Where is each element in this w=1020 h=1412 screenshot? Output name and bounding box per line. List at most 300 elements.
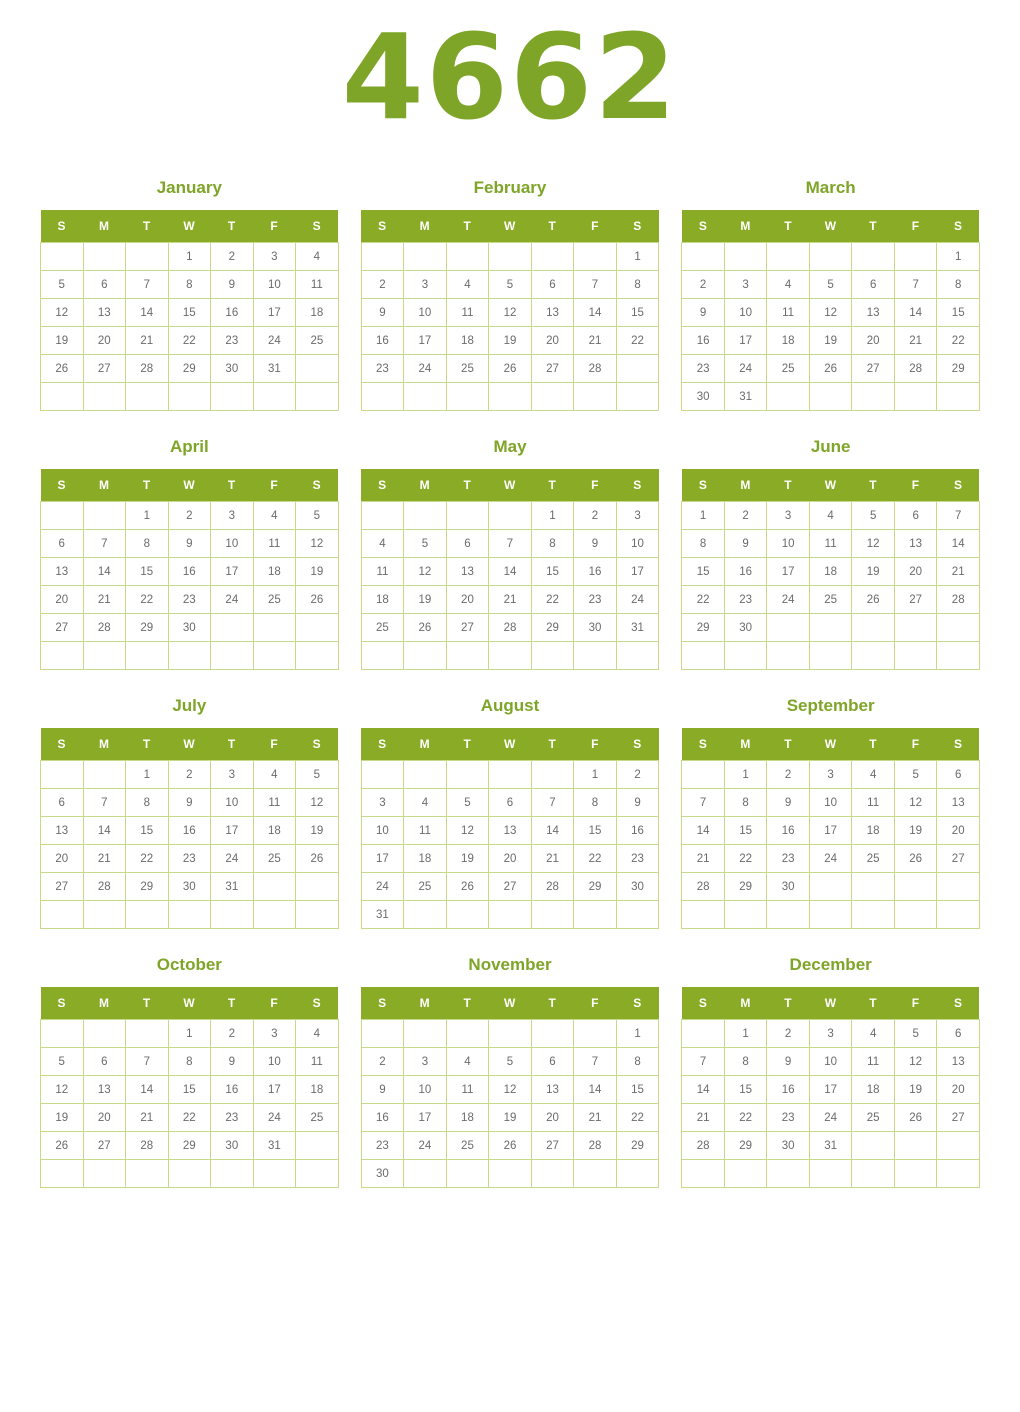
day-cell[interactable]: 16: [767, 1076, 810, 1104]
day-cell[interactable]: 28: [682, 1132, 725, 1160]
day-cell[interactable]: 12: [41, 299, 84, 327]
day-cell[interactable]: 23: [616, 845, 659, 873]
day-cell[interactable]: 7: [682, 789, 725, 817]
day-cell[interactable]: 1: [682, 502, 725, 530]
day-cell[interactable]: 2: [361, 271, 404, 299]
day-cell[interactable]: 11: [253, 789, 296, 817]
day-cell[interactable]: 6: [937, 1020, 980, 1048]
day-cell[interactable]: 4: [852, 1020, 895, 1048]
day-cell[interactable]: 15: [724, 817, 767, 845]
day-cell[interactable]: 14: [894, 299, 937, 327]
day-cell[interactable]: 20: [894, 558, 937, 586]
day-cell[interactable]: 28: [937, 586, 980, 614]
day-cell[interactable]: 12: [894, 1048, 937, 1076]
day-cell[interactable]: 23: [767, 1104, 810, 1132]
day-cell[interactable]: 28: [894, 355, 937, 383]
day-cell[interactable]: 25: [404, 873, 447, 901]
day-cell[interactable]: 13: [894, 530, 937, 558]
day-cell[interactable]: 16: [211, 1076, 254, 1104]
day-cell[interactable]: 23: [724, 586, 767, 614]
day-cell[interactable]: 24: [404, 1132, 447, 1160]
day-cell[interactable]: 10: [361, 817, 404, 845]
day-cell[interactable]: 3: [211, 761, 254, 789]
day-cell[interactable]: 6: [894, 502, 937, 530]
day-cell[interactable]: 17: [809, 817, 852, 845]
day-cell[interactable]: 22: [937, 327, 980, 355]
day-cell[interactable]: 19: [41, 327, 84, 355]
day-cell[interactable]: 31: [361, 901, 404, 929]
day-cell[interactable]: 6: [489, 789, 532, 817]
day-cell[interactable]: 1: [126, 502, 169, 530]
day-cell[interactable]: 2: [168, 761, 211, 789]
day-cell[interactable]: 12: [852, 530, 895, 558]
day-cell[interactable]: 13: [41, 558, 84, 586]
day-cell[interactable]: 22: [126, 845, 169, 873]
day-cell[interactable]: 20: [83, 1104, 126, 1132]
day-cell[interactable]: 4: [852, 761, 895, 789]
day-cell[interactable]: 18: [852, 817, 895, 845]
day-cell[interactable]: 3: [767, 502, 810, 530]
day-cell[interactable]: 20: [41, 845, 84, 873]
day-cell[interactable]: 3: [616, 502, 659, 530]
day-cell[interactable]: 26: [296, 586, 339, 614]
day-cell[interactable]: 3: [253, 243, 296, 271]
day-cell[interactable]: 19: [489, 1104, 532, 1132]
day-cell[interactable]: 9: [361, 299, 404, 327]
day-cell[interactable]: 11: [361, 558, 404, 586]
day-cell[interactable]: 10: [404, 299, 447, 327]
day-cell[interactable]: 23: [361, 1132, 404, 1160]
day-cell[interactable]: 8: [616, 271, 659, 299]
day-cell[interactable]: 1: [724, 761, 767, 789]
day-cell[interactable]: 12: [446, 817, 489, 845]
day-cell[interactable]: 7: [937, 502, 980, 530]
day-cell[interactable]: 16: [574, 558, 617, 586]
day-cell[interactable]: 6: [531, 1048, 574, 1076]
day-cell[interactable]: 15: [126, 817, 169, 845]
day-cell[interactable]: 21: [126, 1104, 169, 1132]
day-cell[interactable]: 17: [253, 299, 296, 327]
day-cell[interactable]: 4: [446, 271, 489, 299]
day-cell[interactable]: 2: [682, 271, 725, 299]
day-cell[interactable]: 1: [724, 1020, 767, 1048]
day-cell[interactable]: 5: [296, 761, 339, 789]
day-cell[interactable]: 30: [211, 1132, 254, 1160]
day-cell[interactable]: 3: [724, 271, 767, 299]
day-cell[interactable]: 2: [211, 1020, 254, 1048]
day-cell[interactable]: 13: [531, 299, 574, 327]
day-cell[interactable]: 28: [574, 1132, 617, 1160]
day-cell[interactable]: 25: [253, 586, 296, 614]
day-cell[interactable]: 7: [126, 271, 169, 299]
day-cell[interactable]: 18: [809, 558, 852, 586]
day-cell[interactable]: 26: [894, 1104, 937, 1132]
day-cell[interactable]: 14: [682, 1076, 725, 1104]
day-cell[interactable]: 16: [211, 299, 254, 327]
day-cell[interactable]: 21: [894, 327, 937, 355]
day-cell[interactable]: 13: [531, 1076, 574, 1104]
day-cell[interactable]: 22: [126, 586, 169, 614]
day-cell[interactable]: 6: [83, 271, 126, 299]
day-cell[interactable]: 29: [937, 355, 980, 383]
day-cell[interactable]: 5: [852, 502, 895, 530]
day-cell[interactable]: 29: [574, 873, 617, 901]
day-cell[interactable]: 3: [404, 1048, 447, 1076]
day-cell[interactable]: 18: [253, 558, 296, 586]
day-cell[interactable]: 27: [446, 614, 489, 642]
day-cell[interactable]: 13: [852, 299, 895, 327]
day-cell[interactable]: 15: [682, 558, 725, 586]
day-cell[interactable]: 23: [574, 586, 617, 614]
day-cell[interactable]: 14: [574, 1076, 617, 1104]
day-cell[interactable]: 23: [682, 355, 725, 383]
day-cell[interactable]: 14: [83, 817, 126, 845]
day-cell[interactable]: 17: [404, 1104, 447, 1132]
day-cell[interactable]: 25: [296, 1104, 339, 1132]
day-cell[interactable]: 20: [531, 327, 574, 355]
day-cell[interactable]: 8: [574, 789, 617, 817]
day-cell[interactable]: 24: [724, 355, 767, 383]
day-cell[interactable]: 25: [446, 1132, 489, 1160]
day-cell[interactable]: 16: [168, 817, 211, 845]
day-cell[interactable]: 11: [809, 530, 852, 558]
day-cell[interactable]: 26: [852, 586, 895, 614]
day-cell[interactable]: 6: [41, 789, 84, 817]
day-cell[interactable]: 9: [767, 789, 810, 817]
day-cell[interactable]: 2: [211, 243, 254, 271]
day-cell[interactable]: 9: [168, 530, 211, 558]
day-cell[interactable]: 19: [404, 586, 447, 614]
day-cell[interactable]: 24: [767, 586, 810, 614]
day-cell[interactable]: 8: [724, 789, 767, 817]
day-cell[interactable]: 9: [767, 1048, 810, 1076]
day-cell[interactable]: 6: [531, 271, 574, 299]
day-cell[interactable]: 29: [682, 614, 725, 642]
day-cell[interactable]: 13: [41, 817, 84, 845]
day-cell[interactable]: 28: [83, 614, 126, 642]
day-cell[interactable]: 3: [361, 789, 404, 817]
day-cell[interactable]: 8: [616, 1048, 659, 1076]
day-cell[interactable]: 25: [809, 586, 852, 614]
day-cell[interactable]: 17: [767, 558, 810, 586]
day-cell[interactable]: 7: [83, 789, 126, 817]
day-cell[interactable]: 11: [296, 1048, 339, 1076]
day-cell[interactable]: 27: [489, 873, 532, 901]
day-cell[interactable]: 11: [446, 1076, 489, 1104]
day-cell[interactable]: 1: [168, 1020, 211, 1048]
day-cell[interactable]: 23: [211, 1104, 254, 1132]
day-cell[interactable]: 15: [531, 558, 574, 586]
day-cell[interactable]: 2: [361, 1048, 404, 1076]
day-cell[interactable]: 20: [531, 1104, 574, 1132]
day-cell[interactable]: 28: [489, 614, 532, 642]
day-cell[interactable]: 13: [937, 789, 980, 817]
day-cell[interactable]: 30: [574, 614, 617, 642]
day-cell[interactable]: 2: [574, 502, 617, 530]
day-cell[interactable]: 14: [83, 558, 126, 586]
day-cell[interactable]: 29: [126, 873, 169, 901]
day-cell[interactable]: 13: [446, 558, 489, 586]
day-cell[interactable]: 22: [531, 586, 574, 614]
day-cell[interactable]: 24: [616, 586, 659, 614]
day-cell[interactable]: 4: [253, 502, 296, 530]
day-cell[interactable]: 2: [724, 502, 767, 530]
day-cell[interactable]: 21: [126, 327, 169, 355]
day-cell[interactable]: 14: [937, 530, 980, 558]
day-cell[interactable]: 12: [296, 530, 339, 558]
day-cell[interactable]: 12: [894, 789, 937, 817]
day-cell[interactable]: 15: [937, 299, 980, 327]
day-cell[interactable]: 19: [852, 558, 895, 586]
day-cell[interactable]: 27: [937, 1104, 980, 1132]
day-cell[interactable]: 19: [296, 817, 339, 845]
day-cell[interactable]: 18: [253, 817, 296, 845]
day-cell[interactable]: 19: [296, 558, 339, 586]
day-cell[interactable]: 30: [682, 383, 725, 411]
day-cell[interactable]: 5: [894, 761, 937, 789]
day-cell[interactable]: 11: [253, 530, 296, 558]
day-cell[interactable]: 31: [724, 383, 767, 411]
day-cell[interactable]: 10: [253, 1048, 296, 1076]
day-cell[interactable]: 15: [168, 1076, 211, 1104]
day-cell[interactable]: 26: [894, 845, 937, 873]
day-cell[interactable]: 22: [574, 845, 617, 873]
day-cell[interactable]: 17: [211, 558, 254, 586]
day-cell[interactable]: 13: [937, 1048, 980, 1076]
day-cell[interactable]: 30: [211, 355, 254, 383]
day-cell[interactable]: 11: [446, 299, 489, 327]
day-cell[interactable]: 12: [489, 299, 532, 327]
day-cell[interactable]: 18: [852, 1076, 895, 1104]
day-cell[interactable]: 29: [126, 614, 169, 642]
day-cell[interactable]: 15: [616, 1076, 659, 1104]
day-cell[interactable]: 12: [489, 1076, 532, 1104]
day-cell[interactable]: 28: [126, 355, 169, 383]
day-cell[interactable]: 17: [809, 1076, 852, 1104]
day-cell[interactable]: 31: [616, 614, 659, 642]
day-cell[interactable]: 11: [404, 817, 447, 845]
day-cell[interactable]: 12: [41, 1076, 84, 1104]
day-cell[interactable]: 13: [83, 299, 126, 327]
day-cell[interactable]: 9: [211, 271, 254, 299]
day-cell[interactable]: 15: [616, 299, 659, 327]
day-cell[interactable]: 16: [616, 817, 659, 845]
day-cell[interactable]: 26: [41, 355, 84, 383]
day-cell[interactable]: 9: [361, 1076, 404, 1104]
day-cell[interactable]: 20: [83, 327, 126, 355]
day-cell[interactable]: 1: [126, 761, 169, 789]
day-cell[interactable]: 25: [852, 1104, 895, 1132]
day-cell[interactable]: 5: [404, 530, 447, 558]
day-cell[interactable]: 29: [724, 1132, 767, 1160]
day-cell[interactable]: 10: [253, 271, 296, 299]
day-cell[interactable]: 10: [809, 1048, 852, 1076]
day-cell[interactable]: 12: [809, 299, 852, 327]
day-cell[interactable]: 30: [724, 614, 767, 642]
day-cell[interactable]: 1: [937, 243, 980, 271]
day-cell[interactable]: 25: [852, 845, 895, 873]
day-cell[interactable]: 13: [83, 1076, 126, 1104]
day-cell[interactable]: 14: [531, 817, 574, 845]
day-cell[interactable]: 12: [404, 558, 447, 586]
day-cell[interactable]: 3: [211, 502, 254, 530]
day-cell[interactable]: 19: [809, 327, 852, 355]
day-cell[interactable]: 18: [446, 327, 489, 355]
day-cell[interactable]: 21: [83, 586, 126, 614]
day-cell[interactable]: 4: [767, 271, 810, 299]
day-cell[interactable]: 2: [767, 761, 810, 789]
day-cell[interactable]: 22: [724, 1104, 767, 1132]
day-cell[interactable]: 28: [574, 355, 617, 383]
day-cell[interactable]: 21: [83, 845, 126, 873]
day-cell[interactable]: 23: [168, 586, 211, 614]
day-cell[interactable]: 20: [41, 586, 84, 614]
day-cell[interactable]: 31: [253, 1132, 296, 1160]
day-cell[interactable]: 24: [253, 327, 296, 355]
day-cell[interactable]: 20: [446, 586, 489, 614]
day-cell[interactable]: 24: [809, 1104, 852, 1132]
day-cell[interactable]: 1: [168, 243, 211, 271]
day-cell[interactable]: 14: [126, 1076, 169, 1104]
day-cell[interactable]: 5: [446, 789, 489, 817]
day-cell[interactable]: 10: [724, 299, 767, 327]
day-cell[interactable]: 31: [211, 873, 254, 901]
day-cell[interactable]: 17: [616, 558, 659, 586]
day-cell[interactable]: 15: [574, 817, 617, 845]
day-cell[interactable]: 21: [682, 1104, 725, 1132]
day-cell[interactable]: 27: [937, 845, 980, 873]
day-cell[interactable]: 16: [168, 558, 211, 586]
day-cell[interactable]: 17: [404, 327, 447, 355]
day-cell[interactable]: 18: [446, 1104, 489, 1132]
day-cell[interactable]: 27: [41, 614, 84, 642]
day-cell[interactable]: 22: [724, 845, 767, 873]
day-cell[interactable]: 4: [296, 1020, 339, 1048]
day-cell[interactable]: 21: [574, 327, 617, 355]
day-cell[interactable]: 10: [404, 1076, 447, 1104]
day-cell[interactable]: 11: [767, 299, 810, 327]
day-cell[interactable]: 2: [168, 502, 211, 530]
day-cell[interactable]: 1: [531, 502, 574, 530]
day-cell[interactable]: 24: [809, 845, 852, 873]
day-cell[interactable]: 22: [682, 586, 725, 614]
day-cell[interactable]: 11: [852, 1048, 895, 1076]
day-cell[interactable]: 27: [41, 873, 84, 901]
day-cell[interactable]: 7: [126, 1048, 169, 1076]
day-cell[interactable]: 30: [616, 873, 659, 901]
day-cell[interactable]: 26: [809, 355, 852, 383]
day-cell[interactable]: 22: [616, 327, 659, 355]
day-cell[interactable]: 25: [253, 845, 296, 873]
day-cell[interactable]: 8: [168, 271, 211, 299]
day-cell[interactable]: 31: [809, 1132, 852, 1160]
day-cell[interactable]: 8: [937, 271, 980, 299]
day-cell[interactable]: 20: [852, 327, 895, 355]
day-cell[interactable]: 26: [489, 1132, 532, 1160]
day-cell[interactable]: 21: [937, 558, 980, 586]
day-cell[interactable]: 25: [446, 355, 489, 383]
day-cell[interactable]: 14: [682, 817, 725, 845]
day-cell[interactable]: 27: [83, 1132, 126, 1160]
day-cell[interactable]: 28: [126, 1132, 169, 1160]
day-cell[interactable]: 3: [253, 1020, 296, 1048]
day-cell[interactable]: 16: [682, 327, 725, 355]
day-cell[interactable]: 7: [682, 1048, 725, 1076]
day-cell[interactable]: 4: [446, 1048, 489, 1076]
day-cell[interactable]: 4: [809, 502, 852, 530]
day-cell[interactable]: 5: [41, 1048, 84, 1076]
day-cell[interactable]: 15: [724, 1076, 767, 1104]
day-cell[interactable]: 23: [168, 845, 211, 873]
day-cell[interactable]: 30: [767, 1132, 810, 1160]
day-cell[interactable]: 29: [724, 873, 767, 901]
day-cell[interactable]: 8: [126, 530, 169, 558]
day-cell[interactable]: 24: [361, 873, 404, 901]
day-cell[interactable]: 8: [724, 1048, 767, 1076]
day-cell[interactable]: 16: [767, 817, 810, 845]
day-cell[interactable]: 10: [616, 530, 659, 558]
day-cell[interactable]: 5: [894, 1020, 937, 1048]
day-cell[interactable]: 10: [809, 789, 852, 817]
day-cell[interactable]: 8: [126, 789, 169, 817]
day-cell[interactable]: 9: [616, 789, 659, 817]
day-cell[interactable]: 1: [616, 243, 659, 271]
day-cell[interactable]: 9: [724, 530, 767, 558]
day-cell[interactable]: 24: [211, 845, 254, 873]
day-cell[interactable]: 21: [574, 1104, 617, 1132]
day-cell[interactable]: 14: [489, 558, 532, 586]
day-cell[interactable]: 16: [361, 1104, 404, 1132]
day-cell[interactable]: 6: [446, 530, 489, 558]
day-cell[interactable]: 6: [83, 1048, 126, 1076]
day-cell[interactable]: 17: [253, 1076, 296, 1104]
day-cell[interactable]: 29: [616, 1132, 659, 1160]
day-cell[interactable]: 6: [937, 761, 980, 789]
day-cell[interactable]: 27: [852, 355, 895, 383]
day-cell[interactable]: 17: [211, 817, 254, 845]
day-cell[interactable]: 9: [168, 789, 211, 817]
day-cell[interactable]: 26: [404, 614, 447, 642]
day-cell[interactable]: 10: [211, 789, 254, 817]
day-cell[interactable]: 30: [168, 873, 211, 901]
day-cell[interactable]: 18: [767, 327, 810, 355]
day-cell[interactable]: 25: [296, 327, 339, 355]
day-cell[interactable]: 27: [894, 586, 937, 614]
day-cell[interactable]: 22: [616, 1104, 659, 1132]
day-cell[interactable]: 9: [574, 530, 617, 558]
day-cell[interactable]: 5: [489, 1048, 532, 1076]
day-cell[interactable]: 5: [41, 271, 84, 299]
day-cell[interactable]: 28: [682, 873, 725, 901]
day-cell[interactable]: 26: [489, 355, 532, 383]
day-cell[interactable]: 4: [404, 789, 447, 817]
day-cell[interactable]: 26: [446, 873, 489, 901]
day-cell[interactable]: 16: [724, 558, 767, 586]
day-cell[interactable]: 7: [574, 1048, 617, 1076]
day-cell[interactable]: 3: [809, 1020, 852, 1048]
day-cell[interactable]: 23: [211, 327, 254, 355]
day-cell[interactable]: 24: [211, 586, 254, 614]
day-cell[interactable]: 7: [489, 530, 532, 558]
day-cell[interactable]: 10: [767, 530, 810, 558]
day-cell[interactable]: 6: [852, 271, 895, 299]
day-cell[interactable]: 6: [41, 530, 84, 558]
day-cell[interactable]: 21: [682, 845, 725, 873]
day-cell[interactable]: 1: [574, 761, 617, 789]
day-cell[interactable]: 26: [41, 1132, 84, 1160]
day-cell[interactable]: 25: [767, 355, 810, 383]
day-cell[interactable]: 4: [361, 530, 404, 558]
